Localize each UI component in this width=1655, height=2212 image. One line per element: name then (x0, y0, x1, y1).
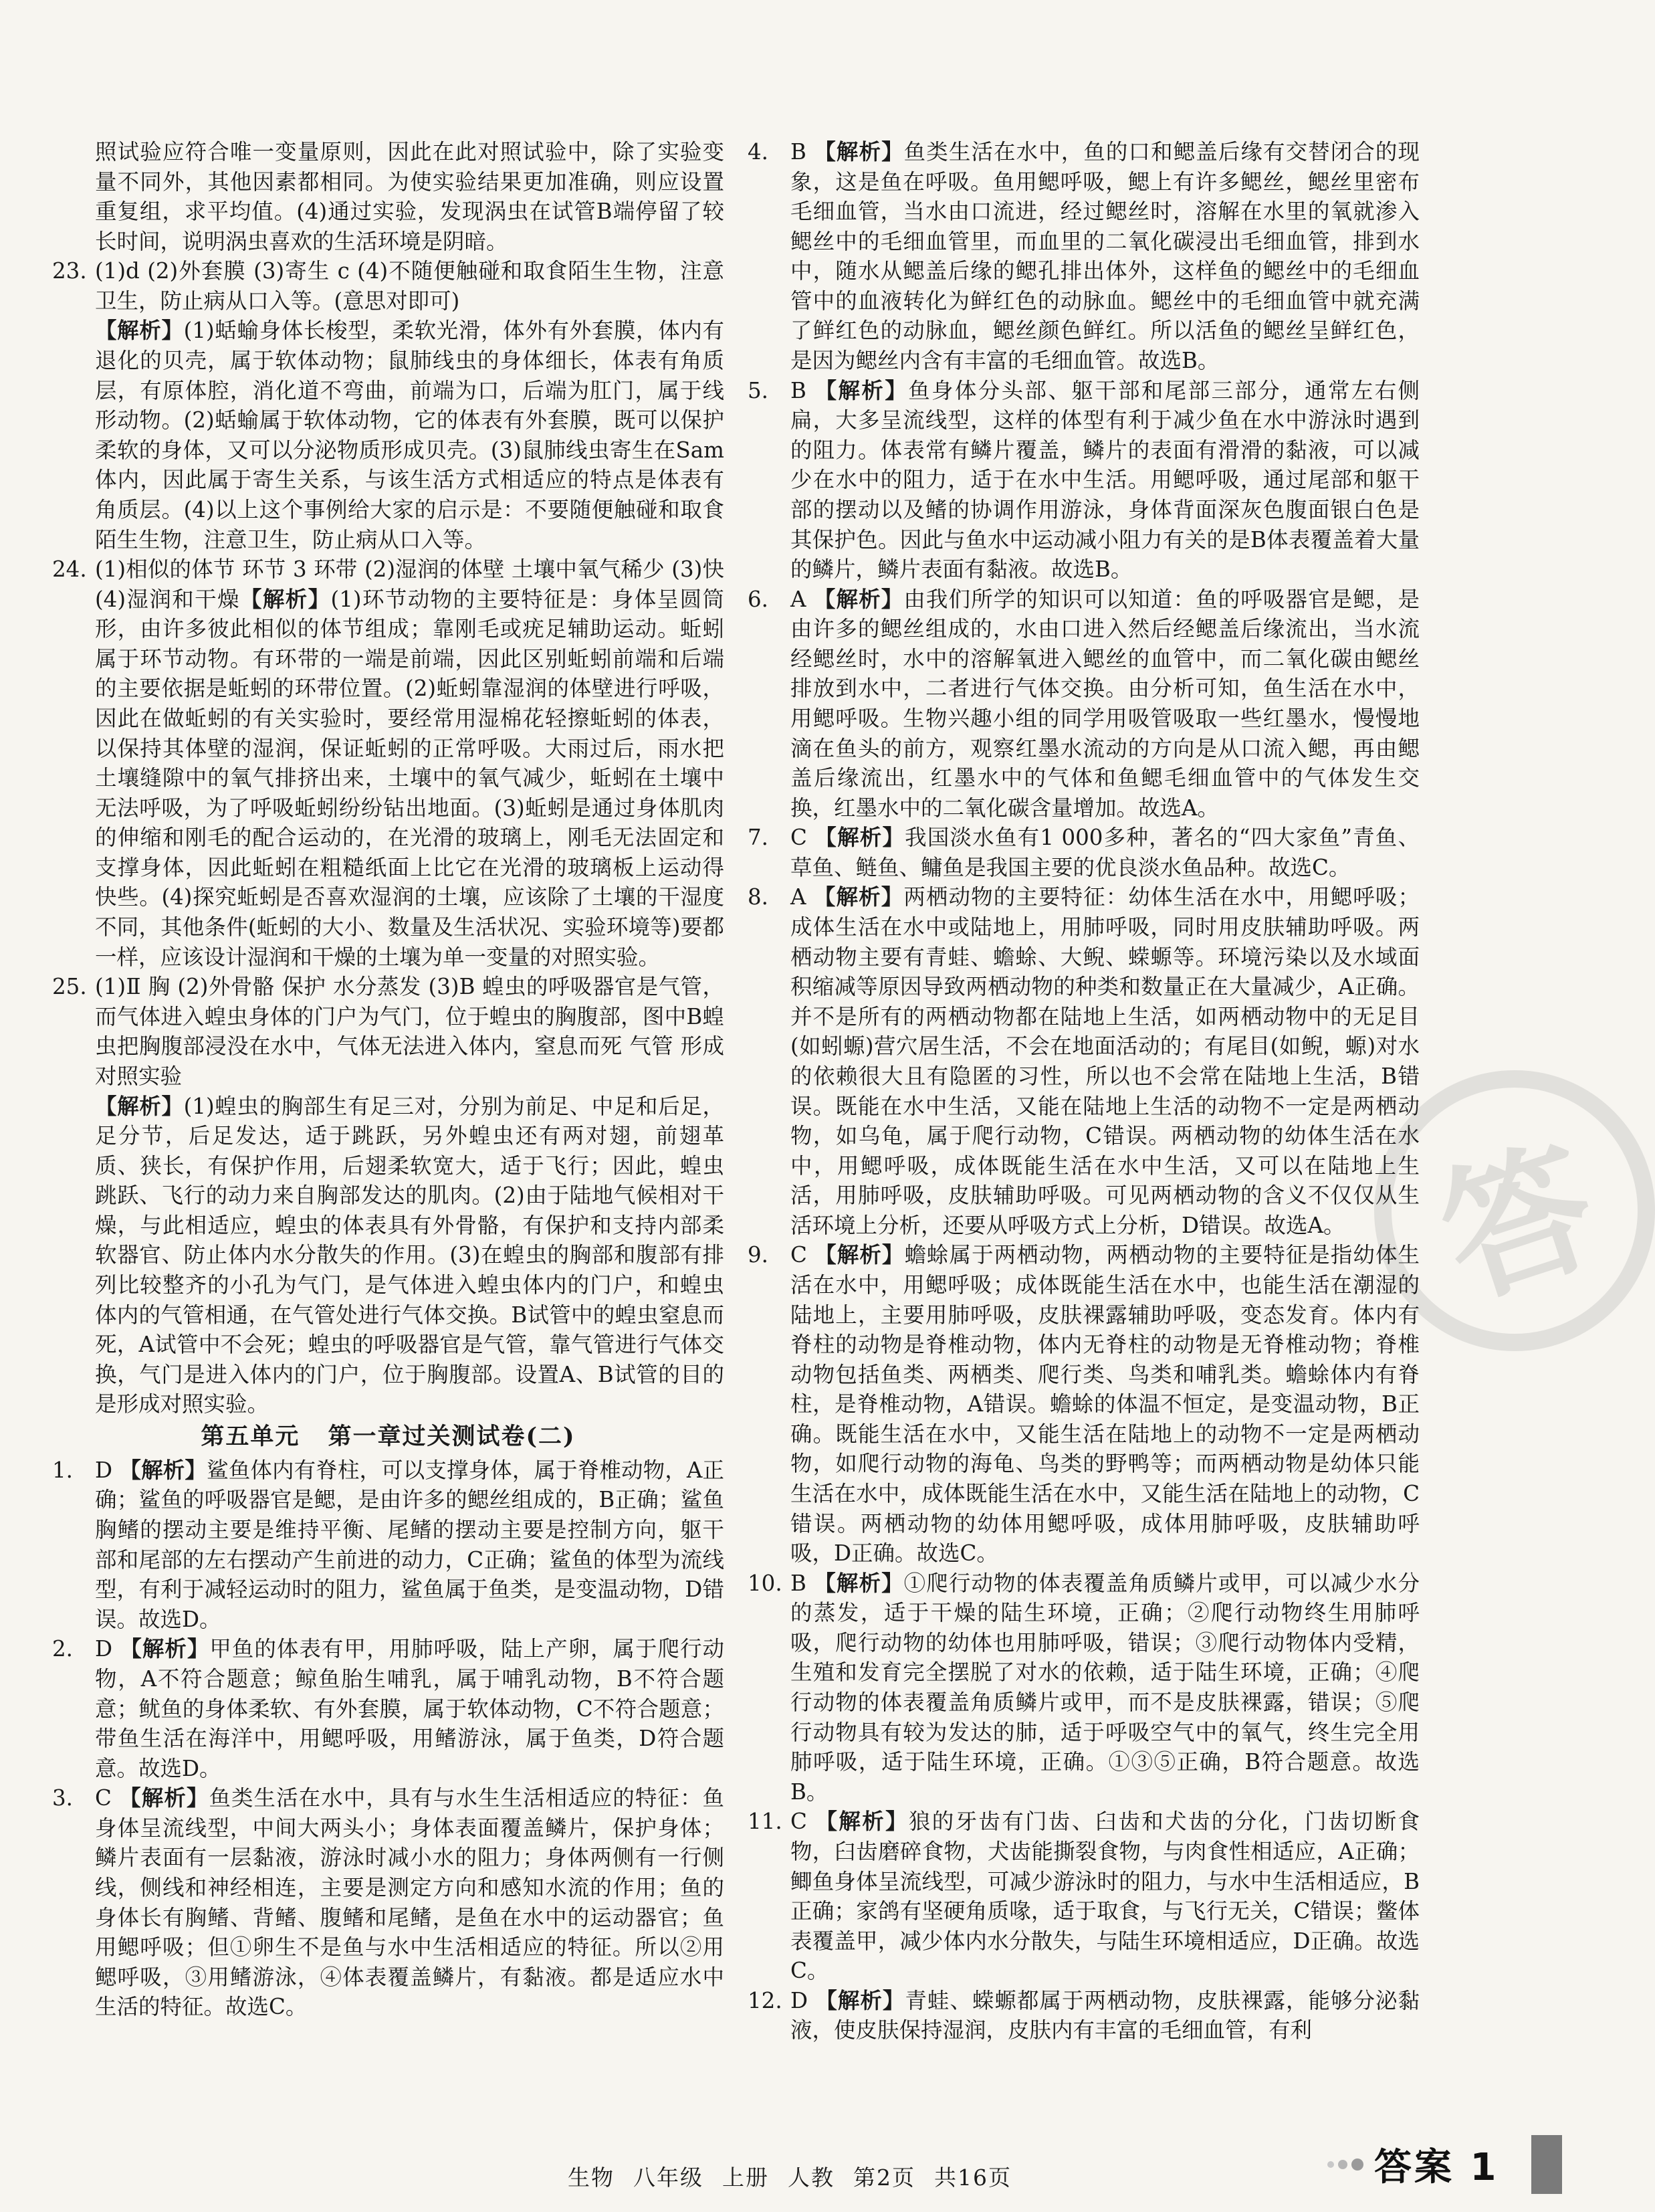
answer-badge (1327, 2135, 1528, 2194)
answer-item-10: 10. B 【解析】①爬行动物的体表覆盖角质鳞片或甲，可以减少水分的蒸发，适于干燥的陆生环境，正确；②爬行动物终生用肺呼吸，爬行动物的幼体也用肺呼吸，错误；③爬行动物体内受精，生殖和发育完全摆脱了对水的依赖，适于陆生环境，正确；④爬行动物的体表覆盖角质鳞片或甲，而不是皮肤裸露，错误；⑤爬行动物具有较为发达的肺，适于呼吸空气中的氧气，终生完全用肺呼吸，适于陆生环境，正确。①③⑤正确，B符合题意。故选B。 (748, 1569, 1420, 1805)
answer-item-2: 2. D 【解析】甲鱼的体表有甲，用肺呼吸，陆上产卵，属于爬行动物，A不符合题意；鲸鱼胎生哺乳，属于哺乳动物，B不符合题意；鱿鱼的身体柔软、有外套膜，属于软体动物，C不符合题意；带鱼生活在海洋中，用鳃呼吸，用鳍游泳，属于鱼类，D符合题意。故选D。 (52, 1635, 724, 1781)
answer-text: (1)d (2)外套膜 (3)寄生 c (4)不随便触碰和取食陌生生物，注意卫生，防止病从口入等。(意思对即可) (95, 258, 724, 314)
answer-item-11: 11. C 【解析】狼的牙齿有门齿、臼齿和犬齿的分化，门齿切断食物，臼齿磨碎食物，犬齿能撕裂食物，与肉食性相适应，A正确；鲫鱼身体呈流线型，可减少游泳时的阻力，与水中生活相适应，B正确；家鸽有坚硬角质喙，适于取食，与飞行无关，C错误；鳖体表覆盖甲，减少体内水分散失，与陆生环境相适应，D正确。故选C。 (748, 1808, 1420, 1984)
badge-label: 答案 1 (1374, 2146, 1499, 2189)
section-heading: 第五单元 第一章过关测试卷(二) (201, 1422, 576, 1450)
analysis-25: 【解析】(1)蝗虫的胸部生有足三对，分别为前足、中足和后足，足分节，后足发达，适于跳跃，另外蝗虫还有两对翅，前翅革质、狭长，有保护作用，后翅柔软宽大，适于飞行；因此，蝗虫跳跃、飞行的动力来自胸部发达的肌肉。(2)由于陆地气候相对干燥，与此相适应，蝗虫的体表具有外骨骼，有保护和支持内部柔软器官、防止体内水分散失的作用。(3)在蝗虫的胸部和腹部有排列比较整齐的小孔为气门，是气体进入蝗虫体内的门户，和蝗虫体内的气管相通，在气管处进行气体交换。B试管中的蝗虫窒息而死，A试管中不会死；蝗虫的呼吸器官是气管，靠气管进行气体交换，气门是进入体内的门户，位于胸腹部。设置A、B试管的目的是形成对照实验。 (95, 1092, 724, 1417)
answer-item-3: 3. C 【解析】鱼类生活在水中，具有与水生生活相适应的特征：鱼身体呈流线型，中间大两头小；身体表面覆盖鳞片，保护身体；鳞片表面有一层黏液，游泳时减小水的阻力；身体两侧有一行侧线，侧线和神经相连，主要是测定方向和感知水流的作用；鱼的身体长有胸鳍、背鳍、腹鳍和尾鳍，是鱼在水中的运动器官；鱼用鳃呼吸；但①卵生不是鱼与水中生活相适应的特征。所以②用鳃呼吸，③用鳍游泳，④体表覆盖鳞片，有黏液。都是适应水中生活的特征。故选C。 (52, 1785, 724, 2020)
continued-text: 照试验应符合唯一变量原则，因此在此对照试验中，除了实验变量不同外，其他因素都相同。为使实验结果更加准确，则应设置重复组，求平均值。(4)通过实验，发现涡虫在试管B端停留了较长时间，说明涡虫喜欢的生活环境是阴暗。 (95, 139, 724, 254)
answer-item-5: 5. B 【解析】鱼身体分头部、躯干部和尾部三部分，通常左右侧扁，大多呈流线型，这样的体型有利于减少鱼在水中游泳时遇到的阻力。体表常有鳞片覆盖，鳞片的表面有滑滑的黏液，可以减少在水中的阻力，适于在水中生活。用鳃呼吸，通过尾部和躯干部的摆动以及鳍的协调作用游泳，身体背面深灰色腹面银白色是其保护色。因此与鱼水中运动减小阻力有关的是B体表覆盖着大量的鳞片，鳞片表面有黏液。故选B。 (748, 377, 1420, 583)
answer-item-7: 7. C 【解析】我国淡水鱼有1 000多种，著名的“四大家鱼”青鱼、草鱼、鲢鱼、鳙鱼是我国主要的优良淡水鱼品种。故选C。 (748, 824, 1420, 880)
right-column (748, 137, 1420, 2045)
answer-item-24: 24. (1)相似的体节 环节 3 环带 (2)湿润的体壁 土壤中氧气稀少 (3)快 (4)湿润和干燥【解析】(1)环节动物的主要特征是：身体呈圆筒形，由许多彼此相似的体节组成；靠刚毛或疣足辅助运动。蚯蚓属于环节动物。有环带的一端是前端，因此区别蚯蚓前端和后端的主要依据是蚯蚓的环带位置。(2)蚯蚓靠湿润的体壁进行呼吸，因此在做蚯蚓的有关实验时，要经常用湿棉花轻擦蚯蚓的体表，以保持其体壁的湿润，保证蚯蚓的正常呼吸。大雨过后，雨水把土壤缝隙中的氧气排挤出来，土壤中的氧气减少，蚯蚓在土壤中无法呼吸，为了呼吸蚯蚓纷纷钻出地面。(3)蚯蚓是通过身体肌肉的伸缩和刚毛的配合运动的，在光滑的玻璃上，刚毛无法固定和支撑身体，因此蚯蚓在粗糙纸面上比它在光滑的玻璃板上运动得快些。(4)探究蚯蚓是否喜欢湿润的土壤，应该除了土壤的干湿度不同，其他条件(蚯蚓的大小、数量及生活状况、实验环境等)要都一样，应该设计湿润和干燥的土壤为单一变量的对照实验。 (52, 557, 724, 970)
answer-item-4: 4. B 【解析】鱼类生活在水中，鱼的口和鳃盖后缘有交替闭合的现象，这是鱼在呼吸。鱼用鳃呼吸，鳃上有许多鳃丝，鳃丝里密布毛细血管，当水由口流进，经过鳃丝时，溶解在水里的氧就渗入鳃丝中的毛细血管里，而血里的二氧化碳浸出毛细血管，排到水中，随水从鳃盖后缘的鳃孔排出体外，这样鱼的鳃丝中的毛细血管中的血液转化为鲜红色的动脉血。鳃丝中的毛细血管中就充满了鲜红色的动脉血，鳃丝颜色鲜红。所以活鱼的鳃丝呈鲜红色，是因为鳃丝内含有丰富的毛细血管。故选B。 (748, 138, 1420, 374)
dots-icon (1327, 2158, 1367, 2171)
answer-item-23: 23. (1)d (2)外套膜 (3)寄生 c (4)不随便触碰和取食陌生生物，注意卫生，防止病从口入等。(意思对即可) (52, 258, 724, 314)
answer-item-9: 9. C 【解析】蟾蜍属于两栖动物，两栖动物的主要特征是指幼体生活在水中，用鳃呼吸；成体既能生活在水中，也能生活在潮湿的陆地上，主要用肺呼吸，皮肤裸露辅助呼吸，变态发育。体内有脊柱的动物是脊椎动物，体内无脊柱的动物是无脊椎动物；脊椎动物包括鱼类、两栖类、爬行类、鸟类和哺乳类。蟾蜍体内有脊柱，是脊椎动物，A错误。蟾蜍的体温不恒定，是变温动物，B正确。既能生活在水中，又能生活在陆地上的动物不一定是两栖动物，如爬行动物的海龟、鸟类的野鸭等；而两栖动物是幼体只能生活在水中，成体既能生活在水中，又能生活在陆地上的动物，C错误。两栖动物的幼体用鳃呼吸，成体用肺呼吸，皮肤辅助呼吸，D正确。故选C。 (748, 1241, 1420, 1567)
left-column (52, 137, 724, 2022)
answer-item-25: 25. (1)Ⅱ 胸 (2)外骨骼 保护 水分蒸发 (3)B 蝗虫的呼吸器官是气管，而气体进入蝗虫身体的门户为气门，位于蝗虫的胸腹部，图中B蝗虫把胸腹部浸没在水中，气体无法进入体内，窒息而死 气管 形成对照实验 (52, 974, 724, 1089)
watermark-seal: 答 (1374, 1070, 1655, 1351)
page-footer: 生物 八年级 上册 人教 第2页 共16页 (568, 2165, 1012, 2191)
answer-item-8: 8. A 【解析】两栖动物的主要特征：幼体生活在水中，用鳃呼吸；成体生活在水中或陆地上，用肺呼吸，同时用皮肤辅助呼吸。两栖动物主要有青蛙、蟾蜍、大鲵、蝾螈等。环境污染以及水域面积缩减等原因导致两栖动物的种类和数量正在大量减少，A正确。并不是所有的两栖动物都在陆地上生活，如两栖动物中的无足目(如蚓螈)营穴居生活，不会在地面活动的；有尾目(如鲵，螈)对水的依赖很大且有隐匿的习性，所以也不会常在陆地上生活，B错误。既能在水中生活，又能在陆地上生活的动物不一定是两栖动物，如乌龟，属于爬行动物，C错误。两栖动物的幼体生活在水中，用鳃呼吸，成体既能生活在水中生活，又可以在陆地上生活，用肺呼吸，皮肤辅助呼吸。可见两栖动物的含义不仅仅从生活环境上分析，还要从呼吸方式上分析，D错误。故选A。 (748, 884, 1420, 1238)
answer-item-6: 6. A 【解析】由我们所学的知识可以知道：鱼的呼吸器官是鳃，是由许多的鳃丝组成的，水由口进入然后经鳃盖后缘流出，当水流经鳃丝时，水中的溶解氧进入鳃丝的血管中，而二氧化碳由鳃丝排放到水中，二者进行气体交换。由分析可知，鱼生活在水中，用鳃呼吸。生物兴趣小组的同学用吸管吸取一些红墨水，慢慢地滴在鱼头的前方，观察红墨水流动的方向是从口流入鳃，再由鳃盖后缘流出，红墨水中的气体和鱼鳃毛细血管中的气体发生交换，红墨水中的二氧化碳含量增加。故选A。 (748, 585, 1420, 821)
answer-item-1: 1. D 【解析】鲨鱼体内有脊柱，可以支撑身体，属于脊椎动物，A正确；鲨鱼的呼吸器官是鳃，是由许多的鳃丝组成的，B正确；鲨鱼胸鳍的摆动主要是维持平衡、尾鳍的摆动主要是控制方向，躯干部和尾部的左右摆动产生前进的动力，C正确；鲨鱼的体型为流线型，有利于减轻运动时的阻力，鲨鱼属于鱼类，是变温动物，D错误。故选D。 (52, 1456, 724, 1632)
badge-bar (1531, 2135, 1562, 2194)
analysis-23: 【解析】(1)蛞蝓身体长梭型，柔软光滑，体外有外套膜，体内有退化的贝壳，属于软体动物；鼠肺线虫的身体细长，体表有角质层，有原体腔，消化道不弯曲，前端为口，后端为肛门，属于线形动物。(2)蛞蝓属于软体动物，它的体表有外套膜，既可以保护柔软的身体，又可以分泌物质形成贝壳。(3)鼠肺线虫寄生在Sam体内，因此属于寄生关系，与该生活方式相适应的特点是体表有角质层。(4)以上这个事例给大家的启示是：不要随便触碰和取食陌生生物，注意卫生，防止病从口入等。 (95, 317, 724, 552)
answer-item-12: 12. D 【解析】青蛙、蝾螈都属于两栖动物，皮肤裸露，能够分泌黏液，使皮肤保持湿润，皮肤内有丰富的毛细血管，有利 (748, 1987, 1420, 2043)
